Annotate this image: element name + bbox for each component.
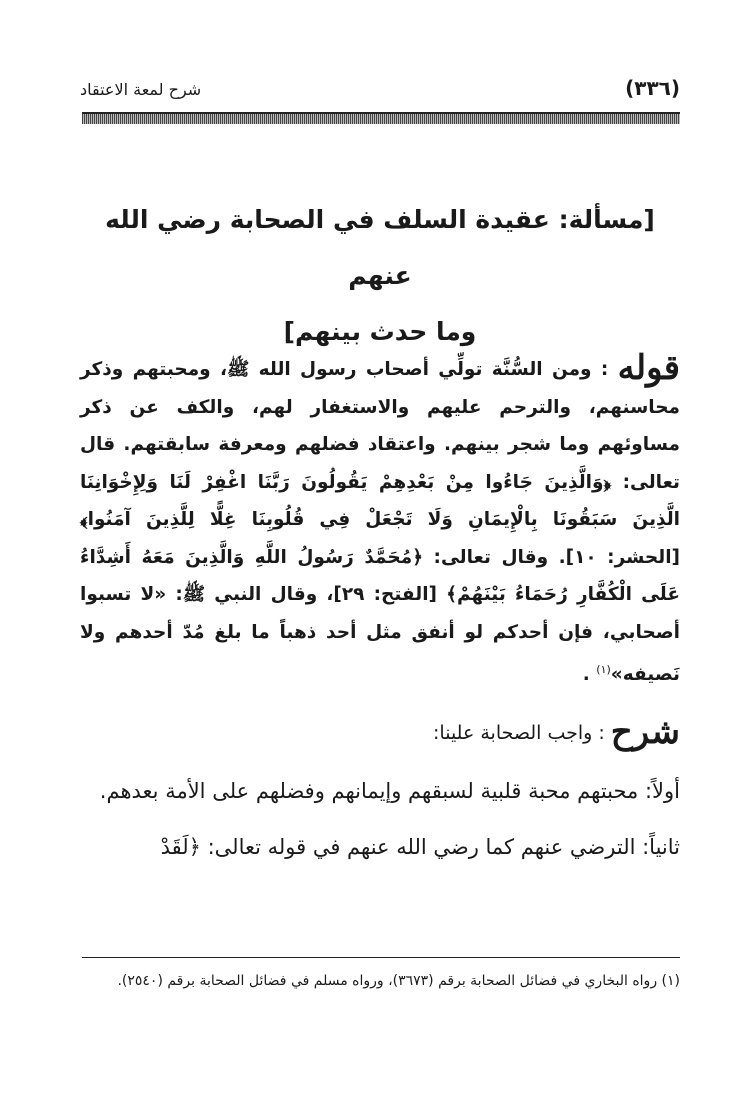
section-title-line1: [مسألة: عقيدة السلف في الصحابة رضي الله عنهم (105, 205, 655, 290)
footnote-marker: (١) (596, 663, 611, 676)
sharh-paragraphs (80, 770, 680, 868)
page-header (80, 76, 680, 104)
sharh-intro: : واجب الصحابة علينا: (433, 722, 605, 744)
sharh-point-1: أولاً: محبتهم محبة قلبية لسبقهم وإيمانهم وفضلهم على الأمة بعدهم. (99, 779, 680, 803)
sharh-heading (433, 712, 680, 752)
sharh-lead-word: شرح (610, 712, 680, 752)
matn-text: : ومن السُّنَّة تولِّي أصحاب رسول الله ﷺ، ومحبتهم وذكر محاسنهم، والترحم عليهم والاستغفار لهم، والكف عن ذكر مساوئهم وما شجر بينهم. واعتقاد فضلهم ومعرفة سابقتهم. قال تعالى: ﴿وَالَّذِينَ جَاءُوا مِنْ بَعْدِهِمْ يَقُولُونَ رَبَّنَا اغْفِرْ لَنَا وَلِإِخْوَانِنَا الَّذِينَ سَبَقُونَا بِالْإِيمَانِ وَلَا تَجْعَلْ فِي قُلُوبِنَا غِلًّا لِلَّذِينَ آمَنُوا﴾ [الحشر: ١٠]. وقال تعالى: ﴿مُحَمَّدٌ رَسُولُ اللَّهِ وَالَّذِينَ مَعَهُ أَشِدَّاءُ عَلَى الْكُفَّارِ رُحَمَاءُ بَيْنَهُمْ﴾ [الفتح: ٢٩]، وقال النبي ﷺ: «لا تسبوا أصحابي، فإن أحدكم لو أنفق مثل أحد ذهباً ما بلغ مُدّ أحدهم ولا نَصيفه» (80, 359, 680, 686)
footnote-rule (82, 957, 680, 958)
running-title: شرح لمعة الاعتقاد (80, 80, 202, 99)
page-number: (٣٣٦) (625, 76, 680, 100)
matn-end: . (582, 664, 590, 686)
footnote: (١) رواه البخاري في فضائل الصحابة برقم (٣٦٧٣)، ورواه مسلم في فضائل الصحابة برقم (٢٥٤٠). (117, 973, 680, 989)
section-title-line2: وما حدث بينهم] (283, 317, 477, 346)
section-title (90, 192, 670, 360)
header-rule (82, 112, 680, 124)
matn-lead-word: قوله (617, 348, 680, 388)
matn-paragraph (80, 350, 680, 694)
sharh-point-2: ثانياً: الترضي عنهم كما رضي الله عنهم في قوله تعالى: ﴿لَقَدْ (160, 835, 680, 859)
